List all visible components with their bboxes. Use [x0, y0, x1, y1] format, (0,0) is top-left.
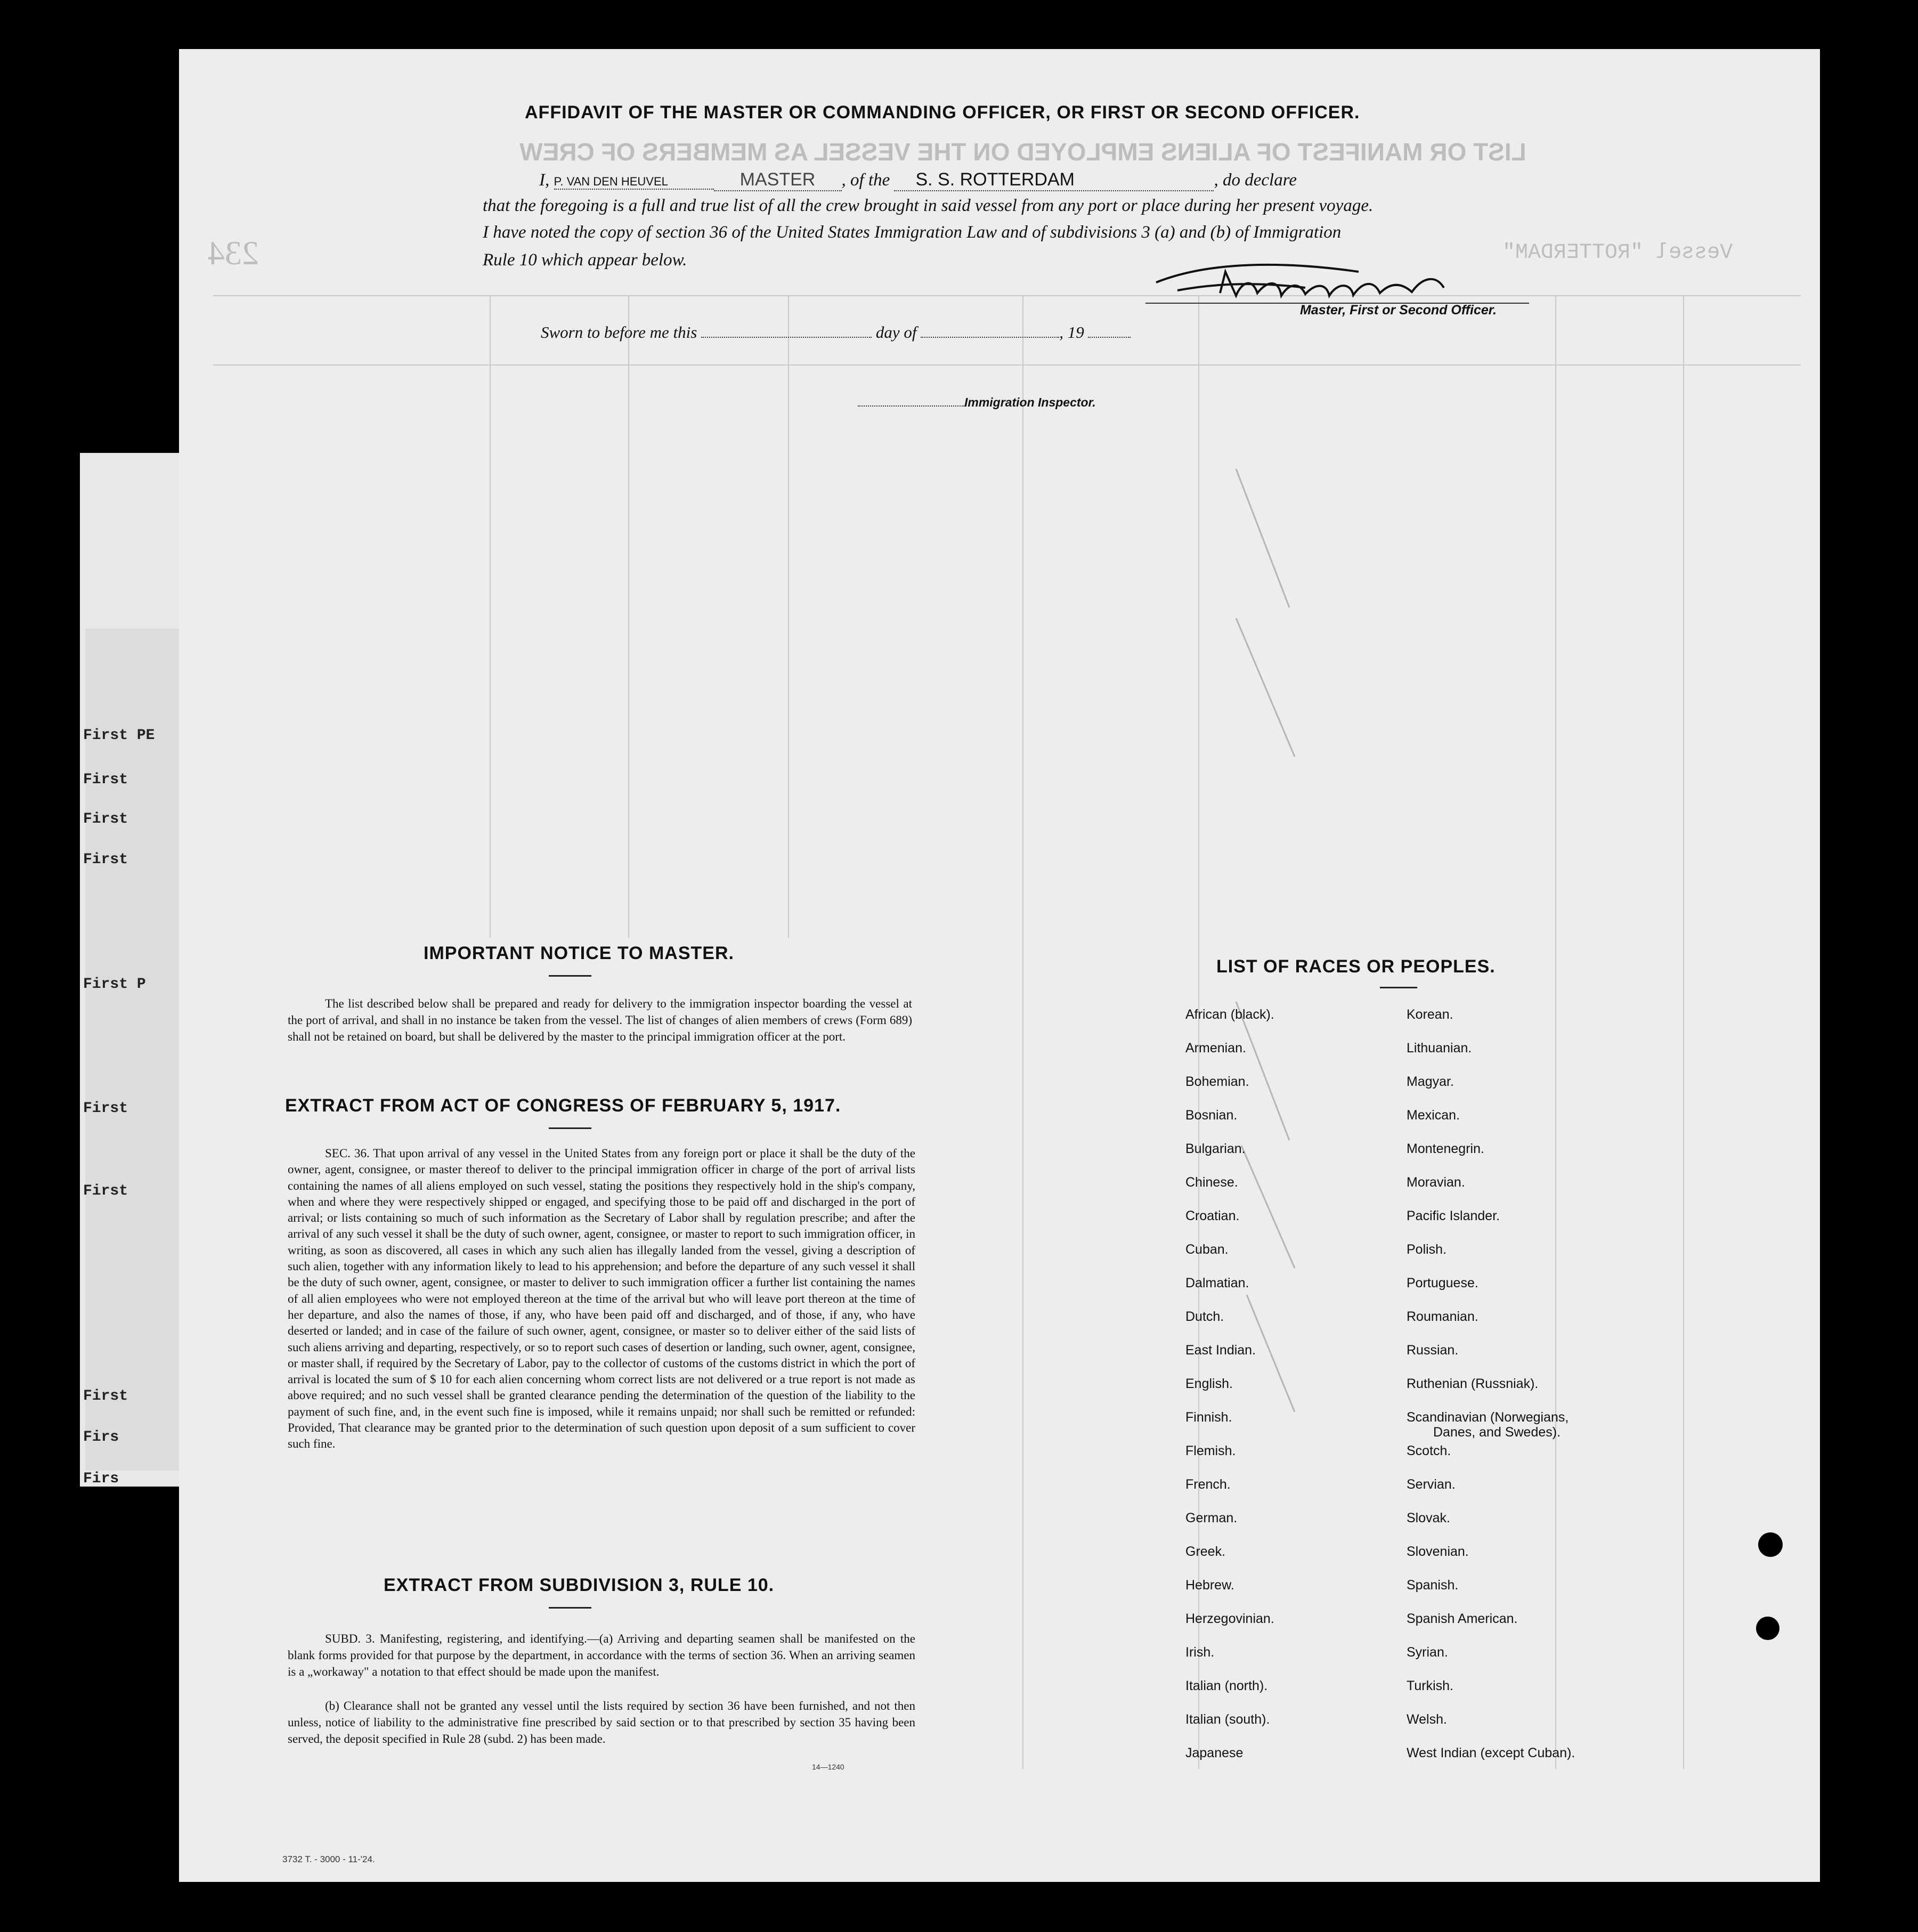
race-item: Italian (south). [1185, 1712, 1270, 1727]
officer-rank: MASTER [714, 169, 842, 191]
race-item: Turkish. [1407, 1678, 1453, 1693]
sworn-year-blank [1088, 337, 1131, 338]
race-item: Ruthenian (Russniak). [1407, 1376, 1539, 1391]
punch-hole [1758, 1532, 1783, 1557]
race-item: Spanish American. [1407, 1611, 1518, 1626]
race-item: Bulgarian. [1185, 1141, 1246, 1156]
race-item: Scotch. [1407, 1443, 1451, 1458]
race-item: Flemish. [1185, 1443, 1236, 1458]
race-item: Chinese. [1185, 1175, 1238, 1190]
sworn-before-me: Sworn to before me this [541, 323, 697, 342]
race-item: Finnish. [1185, 1410, 1232, 1425]
affidavit-do-declare: , do declare [1214, 171, 1297, 190]
affidavit-line-3: I have noted the copy of section 36 of the United States Immigration Law and of subdivisions 3 (a) and (b) of Immigration [483, 223, 1342, 242]
strip-label: First PE [83, 727, 155, 744]
notice-title: IMPORTANT NOTICE TO MASTER. [424, 943, 734, 963]
race-item: Croatian. [1185, 1208, 1240, 1223]
race-item: East Indian. [1185, 1343, 1256, 1358]
race-item: Dalmatian. [1185, 1276, 1249, 1290]
race-item: Slovenian. [1407, 1544, 1469, 1559]
strip-label: First [83, 811, 128, 827]
vessel-name: S. S. ROTTERDAM [894, 169, 1214, 191]
affidavit-pronoun: I, [539, 171, 550, 190]
race-item: Korean. [1407, 1007, 1453, 1022]
sworn-day-of: day of [875, 323, 917, 342]
affidavit-line-4: Rule 10 which appear below. [483, 250, 687, 270]
master-signature [1145, 250, 1486, 330]
race-item: Welsh. [1407, 1712, 1447, 1727]
strip-label: First [83, 1388, 128, 1405]
race-item: Slovak. [1407, 1511, 1450, 1525]
sworn-line [541, 323, 1131, 342]
race-item: Spanish. [1407, 1578, 1459, 1593]
race-item: Dutch. [1185, 1309, 1224, 1324]
race-item: Bohemian. [1185, 1074, 1249, 1089]
strip-label: First P [83, 976, 146, 993]
races-rule [1380, 987, 1417, 988]
rule-rule [549, 1607, 591, 1609]
signature-caption: Master, First or Second Officer. [1300, 303, 1497, 318]
race-item: Servian. [1407, 1477, 1456, 1492]
race-item: Lithuanian. [1407, 1041, 1472, 1056]
strip-label: Firs [83, 1471, 119, 1487]
act-title: EXTRACT FROM ACT OF CONGRESS OF FEBRUARY 5, 1917. [285, 1095, 841, 1116]
strip-label: First [83, 772, 128, 788]
act-text: SEC. 36. That upon arrival of any vessel in the United States from any foreign port or place it shall be the duty of the owner, agent, consignee, or master thereof to deliver to the principal immigration officer in charge of the port of arrival lists containing the names of all aliens employed on such vessel, stating the positions they respectively hold in the ship's company, when and where they were respectively shipped or engaged, and specifying those to be paid off and discharged in the port of arrival; or lists containing so much of such information as the Secretary of Labor shall by regulation prescribe; and after the arrival of any such vessel it shall be the duty of such owner, agent, consignee, or master to report to such immigration officer, in writing, as soon as discovered, all cases in which any such alien has illegally landed from the vessel, giving a description of such alien, together with any information likely to lead to his apprehension; and before the departure of any such vessel it shall be the duty of such owner, agent, consignee, or master to deliver to such immigration officer a further list containing the names of all alien employees who were not employed thereon at the time of the arrival but who will leave port thereon at the time of her departure, and also the names of those, if any, who have been paid off and discharged, and of those, if any, who have deserted or landed; and in case of the failure of such owner, agent, consignee, or master so to deliver either of the said lists of such aliens arriving and departing, respectively, or so to report such cases of desertion or landing, such owner, agent, consignee, or master shall, if required by the Secretary of Labor, pay to the collector of customs of the customs district in which the port of arrival is located the sum of $ 10 for each alien concerning whom correct lists are not delivered or a true report is not made as above required; and no such vessel shall be granted clearance pending the determination of the question of the liability to the payment of such fine, and, in the event such fine is imposed, while it remains unpaid; nor shall such be remitted or refunded: Provided, That clearance may be granted prior to the determination of such question upon deposit of a sum sufficient to cover such fine. [288, 1147, 915, 1451]
race-item: Mexican. [1407, 1108, 1460, 1123]
inspector-blank [858, 405, 964, 407]
inspector-line [858, 395, 1096, 410]
sworn-day-blank [701, 337, 872, 338]
race-item: French. [1185, 1477, 1231, 1492]
race-item: Scandinavian (Norwegians, [1407, 1410, 1569, 1425]
race-item: Syrian. [1407, 1645, 1448, 1660]
race-item: Montenegrin. [1407, 1141, 1484, 1156]
race-item: Cuban. [1185, 1242, 1229, 1257]
notice-rule [549, 975, 591, 977]
strip-label: Firs [83, 1429, 119, 1446]
bleed-through-vessel: Vessel "ROTTERDAM" [1502, 241, 1733, 265]
race-item: Pacific Islander. [1407, 1208, 1500, 1223]
affidavit-title: AFFIDAVIT OF THE MASTER OR COMMANDING OFFICER, OR FIRST OR SECOND OFFICER. [525, 102, 1360, 123]
act-rule [549, 1127, 591, 1129]
race-item: Russian. [1407, 1343, 1459, 1358]
race-item: Japanese [1185, 1746, 1244, 1760]
race-item: English. [1185, 1376, 1233, 1391]
race-item: Magyar. [1407, 1074, 1454, 1089]
punch-hole [1756, 1617, 1779, 1640]
master-name: P. VAN DEN HEUVEL [554, 175, 714, 190]
sworn-year: , 19 [1059, 323, 1084, 342]
strip-label: First [83, 1183, 128, 1199]
race-item: Roumanian. [1407, 1309, 1478, 1324]
sworn-month-blank [921, 337, 1059, 338]
rule-text-a: SUBD. 3. Manifesting, registering, and identifying.—(a) Arriving and departing seamen shall be manifested on the blank forms provided for that purpose by the department, in accordance with the terms of section 36. When an arriving seamen is a „workaway" a notation to that effect should be made upon the manifest. [288, 1632, 915, 1678]
affidavit-of-the: , of the [841, 171, 890, 190]
rule-title: EXTRACT FROM SUBDIVISION 3, RULE 10. [384, 1575, 775, 1595]
inspector-caption: Immigration Inspector. [964, 395, 1096, 409]
race-item: Irish. [1185, 1645, 1215, 1660]
race-item: Bosnian. [1185, 1108, 1238, 1123]
race-item: Italian (north). [1185, 1678, 1268, 1693]
bleed-through-page-number: 234 [208, 234, 259, 272]
rule-text-b: (b) Clearance shall not be granted any vessel until the lists required by section 36 have been furnished, and not then unless, notice of liability to the administrative fine prescribed by said section or to that prescribed by section 35 having been served, the deposit specified in Rule 28 (subd. 2) has been made. [288, 1699, 915, 1746]
race-item: Armenian. [1185, 1041, 1246, 1056]
notice-text: The list described below shall be prepared and ready for delivery to the immigration inspector boarding the vessel at the port of arrival, and shall in no instance be taken from the vessel. The list of changes of alien members of crews (Form 689) shall not be retained on board, but shall be delivered by the master to the principal immigration officer at the port. [288, 997, 912, 1043]
race-item: African (black). [1185, 1007, 1274, 1022]
race-item: Danes, and Swedes). [1433, 1425, 1561, 1440]
races-title: LIST OF RACES OR PEOPLES. [1216, 956, 1496, 977]
race-item: Polish. [1407, 1242, 1447, 1257]
race-item: Greek. [1185, 1544, 1226, 1559]
race-item: Moravian. [1407, 1175, 1465, 1190]
race-item: West Indian (except Cuban). [1407, 1746, 1575, 1760]
race-item: German. [1185, 1511, 1238, 1525]
race-item: Hebrew. [1185, 1578, 1234, 1593]
strip-label: First [83, 1100, 128, 1117]
bleed-through-heading: LIST OR MANIFEST OF ALIENS EMPLOYED ON THE VESSEL AS MEMBERS OF CREW [519, 138, 1526, 166]
rule-form-code: 14—1240 [812, 1763, 844, 1771]
race-item: Portuguese. [1407, 1276, 1478, 1290]
footer-form-code: 3732 T. - 3000 - 11-'24. [282, 1854, 375, 1864]
affidavit-line-2: that the foregoing is a full and true list of all the crew brought in said vessel from any port or place during her present voyage. [483, 196, 1374, 215]
race-item: Herzegovinian. [1185, 1611, 1274, 1626]
strip-label: First [83, 851, 128, 868]
affidavit-declaration-line [539, 169, 1297, 191]
